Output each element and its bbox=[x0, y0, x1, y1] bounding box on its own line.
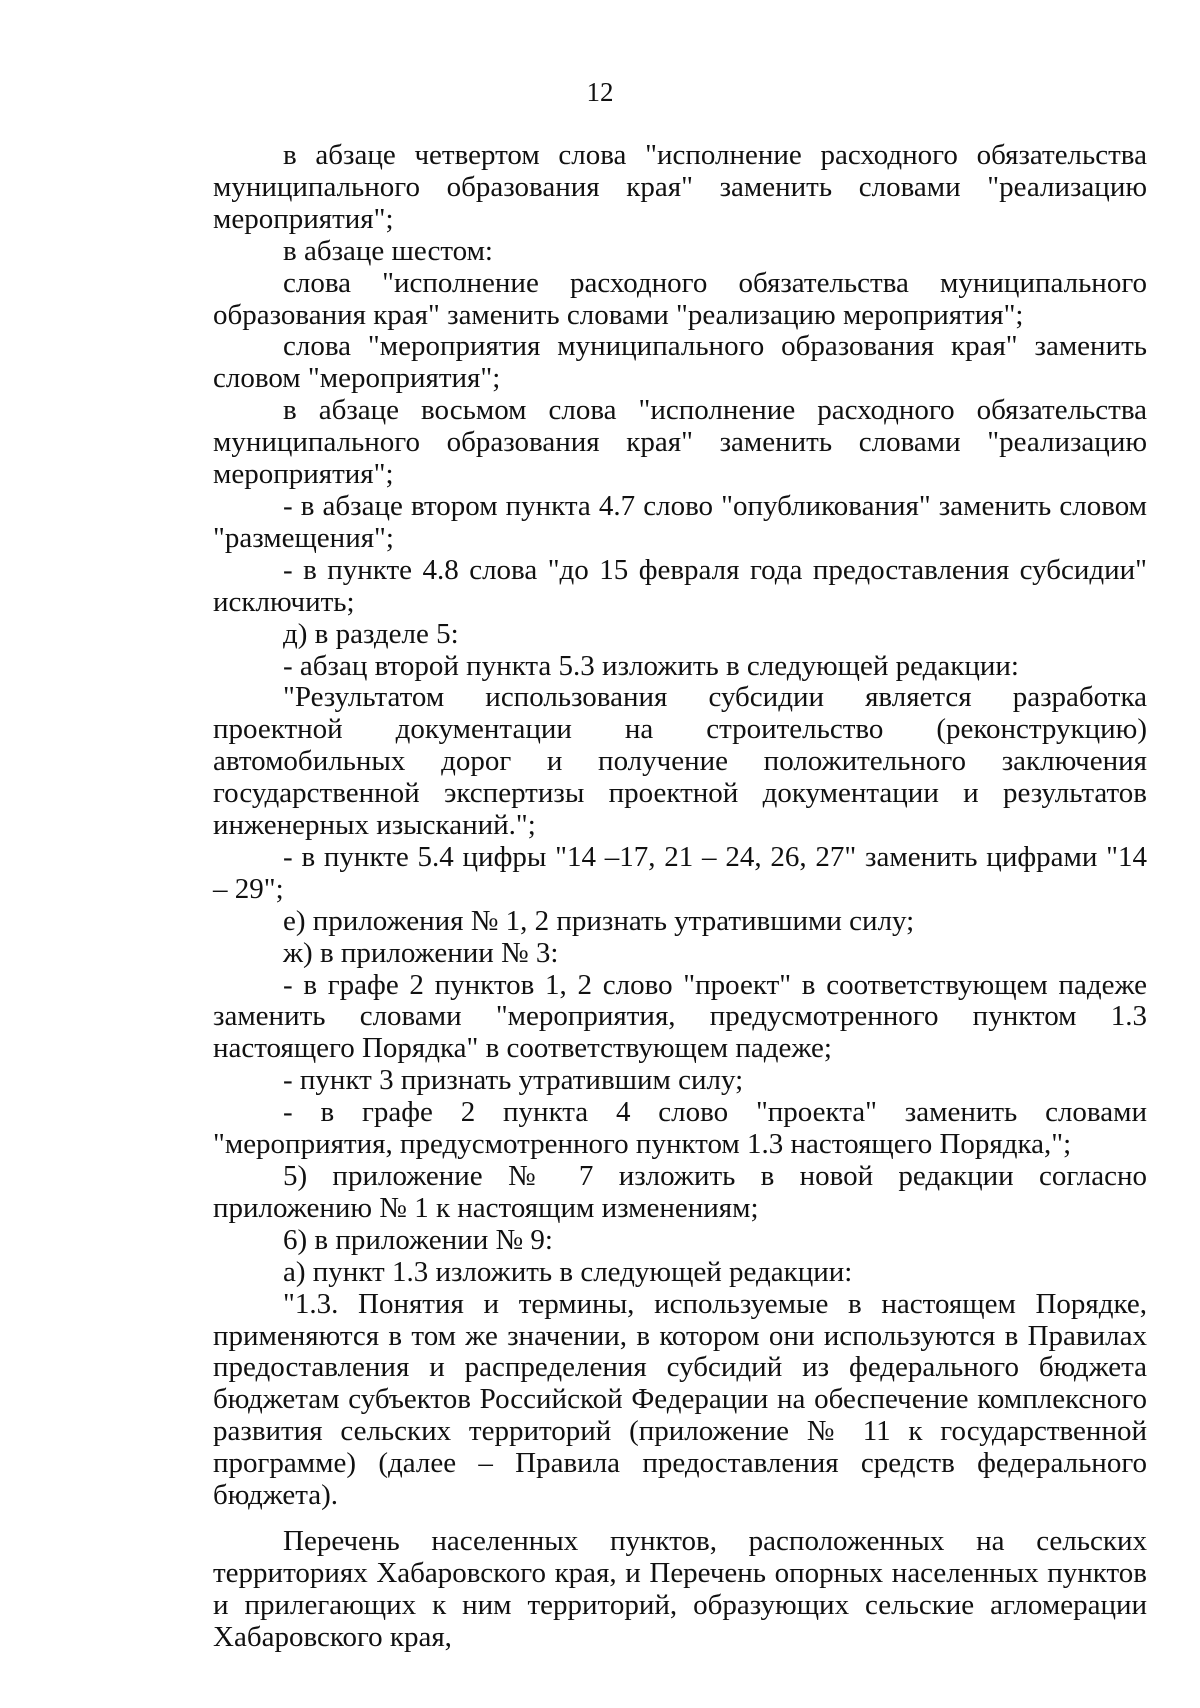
paragraph-18: 6) в приложении № 9: bbox=[283, 1223, 553, 1256]
paragraph-21: Перечень населенных пунктов, расположенных на сельских территориях Хабаровского края, и Перечень опорных населенных пунктов и прилегающих к ним территорий, образующих сельские агломерации Хабаровского края, bbox=[213, 1524, 1147, 1653]
paragraph-11: - в пункте 5.4 цифры "14 –17, 21 – 24, 26, 27" заменить цифрами "14 – 29"; bbox=[213, 840, 1147, 905]
paragraph-4: слова "мероприятия муниципального образования края" заменить словом "мероприятия"; bbox=[213, 330, 1147, 395]
paragraph-17: 5) приложение № 7 изложить в новой редакции согласно приложению № 1 к настоящим изменениям; bbox=[213, 1160, 1147, 1224]
paragraph-10: "Результатом использования субсидии является разработка проектной документации на строительство (реконструкцию) автомобильных дорог и получение положительного заключения государственной экспертизы проектной документации и результатов инженерных изысканий."; bbox=[213, 681, 1147, 842]
paragraph-8: д) в разделе 5: bbox=[283, 617, 459, 650]
paragraph-20: "1.3. Понятия и термины, используемые в настоящем Порядке, применяются в том же значении, в котором они используются в Правилах предоставления и распределения субсидий из федерального бюджета бюджетам субъектов Российской Федерации на обеспечение комплексного развития сельских территорий (приложение № 11 к государственной программе) (далее – Правила предоставления средств федерального бюджета). bbox=[213, 1287, 1147, 1512]
paragraph-5: в абзаце восьмом слова "исполнение расходного обязательства муниципального образования края" заменить словами "реализацию мероприятия"; bbox=[213, 394, 1147, 491]
document-body bbox=[213, 140, 1147, 1654]
paragraph-12: е) приложения № 1, 2 признать утратившими силу; bbox=[283, 904, 915, 937]
paragraph-6: - в абзаце втором пункта 4.7 слово "опубликования" заменить словом "размещения"; bbox=[213, 489, 1147, 554]
paragraph-7: - в пункте 4.8 слова "до 15 февраля года предоставления субсидии" исключить; bbox=[213, 553, 1147, 618]
page-number: 12 bbox=[586, 77, 614, 107]
paragraph-13: ж) в приложении № 3: bbox=[283, 936, 559, 969]
paragraph-14: - в графе 2 пунктов 1, 2 слово "проект" в соответствующем падеже заменить словами "мероприятия, предусмотренного пунктом 1.3 настоящего Порядка" в соответствующем падеже; bbox=[213, 968, 1147, 1065]
paragraph-2: в абзаце шестом: bbox=[283, 234, 493, 267]
paragraph-16: - в графе 2 пункта 4 слово "проекта" заменить словами "мероприятия, предусмотренного пунктом 1.3 настоящего Порядка,"; bbox=[213, 1096, 1147, 1161]
paragraph-9: - абзац второй пункта 5.3 изложить в следующей редакции: bbox=[283, 649, 1019, 682]
paragraph-1: в абзаце четвертом слова "исполнение расходного обязательства муниципального образования края" заменить словами "реализацию мероприятия"; bbox=[213, 139, 1147, 235]
paragraph-15: - пункт 3 признать утратившим силу; bbox=[283, 1064, 744, 1097]
paragraph-3: слова "исполнение расходного обязательства муниципального образования края" заменить словами "реализацию мероприятия"; bbox=[213, 266, 1147, 331]
paragraph-19: а) пункт 1.3 изложить в следующей редакции: bbox=[283, 1255, 853, 1288]
